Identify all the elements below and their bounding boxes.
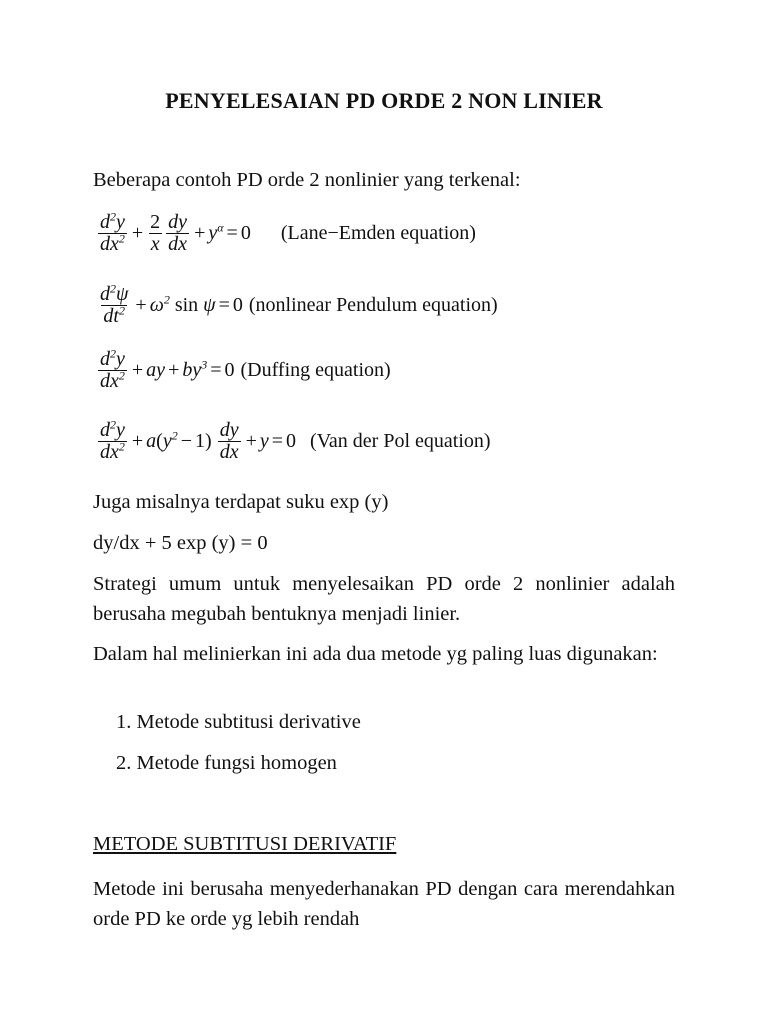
exp-intro-text: Juga misalnya terdapat suku exp (y) — [93, 491, 389, 513]
exp-equation-text: dy/dx + 5 exp (y) = 0 — [93, 532, 268, 554]
intro-text: Beberapa contoh PD orde 2 nonlinier yang terkenal: — [93, 169, 521, 191]
lane-emden-equation: $\frac{d^2y}{dx^2}$ + $\frac{2}{x}$ $\frac{dy}{dx}$ + $y^\alpha$ = 0 (Lane−Emden equation) — [100, 209, 476, 255]
duffing-label: (Duffing equation) — [240, 359, 391, 381]
pendulum-label: (nonlinear Pendulum equation) — [248, 294, 498, 316]
van-der-pol-equation: $\frac{d^2y}{dx^2}$ + a ( $y^2$ − 1) $\frac{dy}{dx}$ + y = 0 (Van der Pol equation) — [100, 417, 491, 463]
page-title: PENYELESAIAN PD ORDE 2 NON LINIER — [165, 88, 603, 113]
method-list-item-1: 1. Metode subtitusi derivative — [116, 711, 361, 733]
pendulum-equation: $\frac{d^2\psi}{dt^2}$ + $\omega^2$ sin ψ = 0 (nonlinear Pendulum equation) — [100, 281, 498, 327]
strategy-paragraph: Strategi umum untuk menyelesaikan PD orde 2 nonlinier adalah berusaha megubah bentuknya menjadi linier. — [93, 573, 675, 625]
lane-emden-label: (Lane−Emden equation) — [280, 222, 476, 244]
methods-intro-paragraph: Dalam hal melinierkan ini ada dua metode yg paling luas digunakan: — [93, 643, 658, 665]
method-list-item-2: 2. Metode fungsi homogen — [116, 752, 337, 774]
duffing-equation: $\frac{d^2y}{dx^2}$ + ay + $by^3$ = 0 (Duffing equation) — [100, 346, 391, 392]
section-paragraph: Metode ini berusaha menyederhanakan PD dengan cara merendahkan orde PD ke orde yg lebih rendah — [93, 878, 675, 930]
van-der-pol-label: (Van der Pol equation) — [310, 430, 491, 452]
section-heading: METODE SUBTITUSI DERIVATIF — [93, 833, 397, 855]
